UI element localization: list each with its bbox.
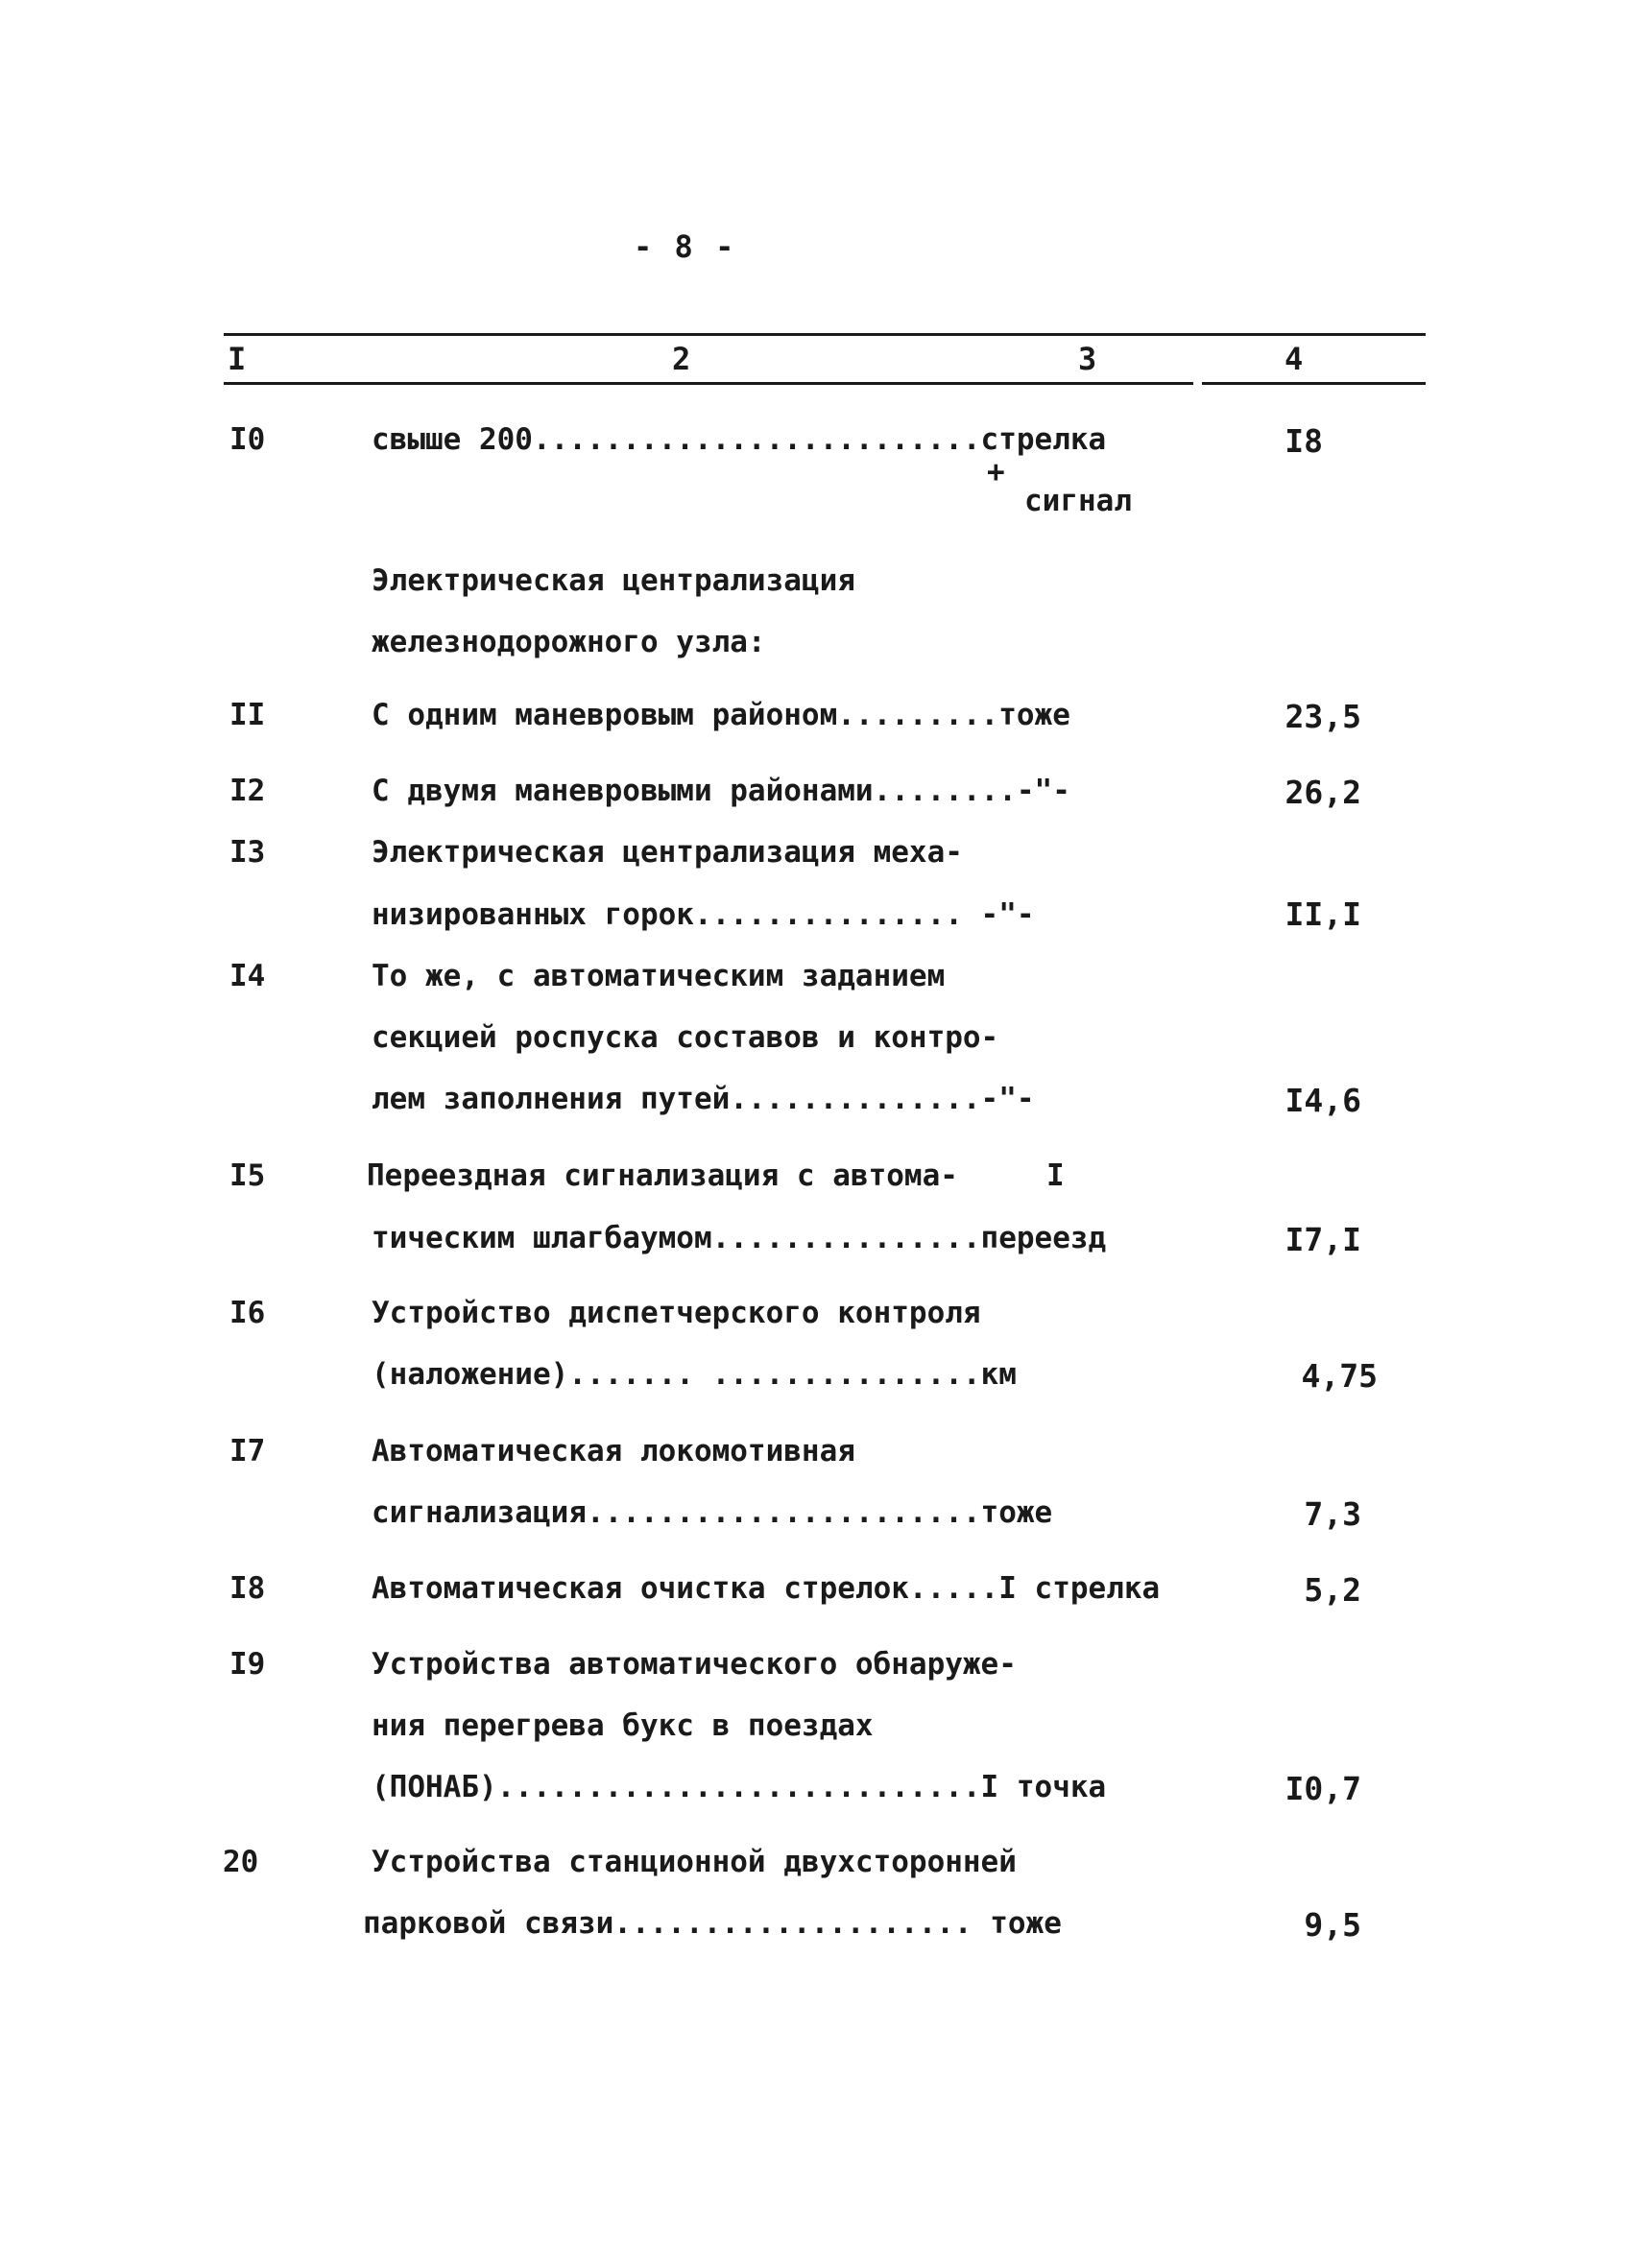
col-header-3: 3 [1078,341,1097,377]
row-number: I8 [229,1571,266,1606]
row-number: II [229,698,266,732]
row-text: Устройства автоматического обнаруже- [372,1647,1017,1682]
row-text: низированных горок............... -"- [372,897,1035,932]
row-number: I2 [229,774,266,808]
row-value: 9,5 [1304,1906,1361,1944]
header-rule-right [1202,382,1426,385]
row-number: I4 [229,959,266,993]
col-header-2: 2 [672,341,691,377]
row-value: I4,6 [1285,1082,1361,1119]
row-text: (наложение)....... ...............км [372,1357,1017,1392]
row-text: парковой связи.................... тоже [363,1906,1062,1941]
row-value: I7,I [1285,1221,1361,1258]
row-text: Устройства станционной двухсторонней [372,1845,1017,1879]
row-text: Устройство диспетчерского контроля [372,1296,981,1330]
row-text: секцией роспуска составов и контро- [372,1020,999,1055]
row-text: Автоматическая локомотивная [372,1434,855,1468]
row-text: Автоматическая очистка стрелок.....I стрелка [372,1571,1161,1606]
row-number: I6 [229,1296,266,1330]
row-text-plus: + [987,455,1005,489]
row-text: железнодорожного узла: [372,625,766,659]
row-text-unit: сигнал [1024,484,1132,518]
row-value: I0,7 [1285,1770,1361,1807]
row-number: I5 [229,1158,266,1193]
row-text: Переездная сигнализация с автома- [367,1158,958,1193]
row-text: ния перегрева букс в поездах [372,1708,874,1743]
row-value: II,I [1285,895,1361,933]
row-text-unit: I [1046,1158,1065,1193]
row-text: То же, с автоматическим заданием [372,959,946,993]
row-number: I0 [229,422,266,457]
row-value: 7,3 [1304,1495,1361,1533]
row-number: I9 [229,1647,266,1682]
row-number: I3 [229,835,266,870]
row-value: 4,75 [1301,1357,1378,1395]
row-value: I8 [1285,422,1323,460]
row-text: лем заполнения путей..............-"- [372,1082,1035,1116]
row-text: С двумя маневровыми районами........-"- [372,774,1070,808]
col-header-4: 4 [1285,341,1304,377]
row-value: 23,5 [1285,698,1361,735]
col-header-1: I [228,341,247,377]
row-value: 26,2 [1285,774,1361,811]
header-rule-left [224,382,1193,385]
row-text: С одним маневровым районом.........тоже [372,698,1070,732]
row-text: тическим шлагбаумом...............переезд [372,1221,1107,1255]
row-text: (ПОНАБ)...........................I точка [372,1770,1107,1804]
row-number: 20 [223,1845,259,1879]
row-number: I7 [229,1434,266,1468]
row-text: свыше 200.........................стрелка [372,422,1107,457]
top-rule [224,333,1426,336]
row-text: Электрическая централизация [372,563,855,598]
row-text: Электрическая централизация меха- [372,835,963,870]
row-text: сигнализация......................тоже [372,1495,1053,1530]
page-number: - 8 - [634,228,736,265]
row-value: 5,2 [1304,1571,1361,1609]
